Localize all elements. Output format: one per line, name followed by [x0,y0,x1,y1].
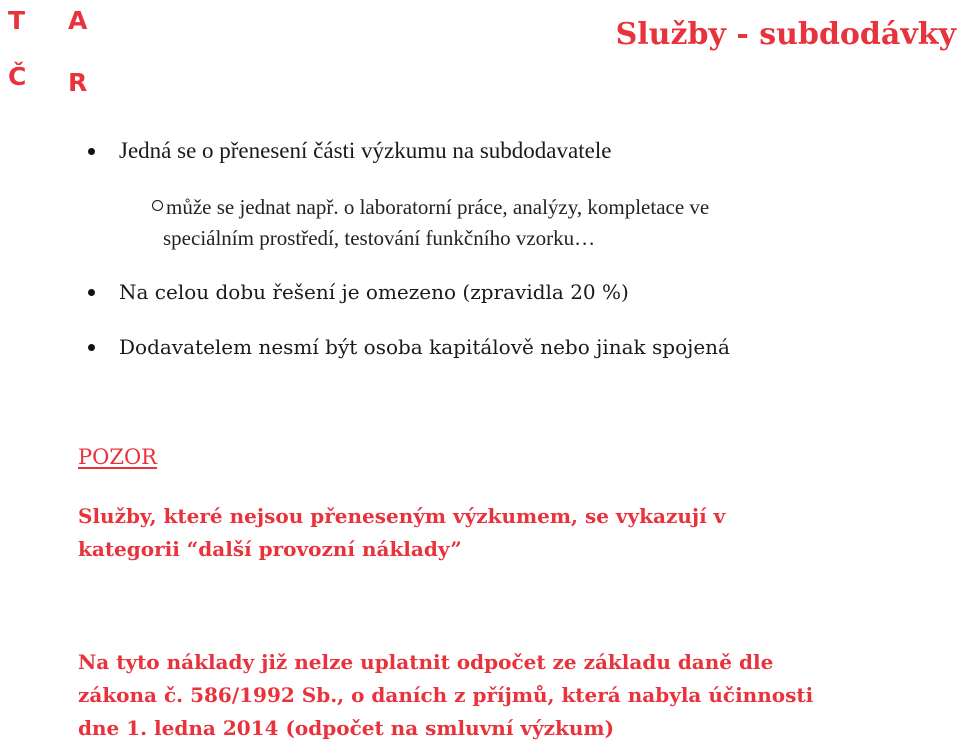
bullet-text: Dodavatelem nesmí být osoba kapitálově nebo jinak spojená [119,335,730,359]
bullet-dot-icon [88,148,95,155]
slide-title: Služby - subdodávky [615,17,956,52]
tacr-logo [8,4,98,97]
bullet-dot-icon [88,344,95,351]
tax-note [78,646,958,745]
hollow-bullet-icon [152,200,163,211]
logo-letter-t: T [8,6,26,35]
sub-bullet-examples [152,192,912,254]
tax-note-line-2: zákona č. 586/1992 Sb., o daních z příjmů, která nabyla účinnosti [78,683,814,707]
bullet-dot-icon [88,289,95,296]
warning-line-2: kategorii “další provozní náklady” [78,537,462,561]
logo-letter-c: Č [8,62,27,91]
warning-text [78,500,938,566]
sub-bullet-line-2: speciálním prostředí, testování funkčního vzorku… [163,226,596,250]
tax-note-line-3: dne 1. ledna 2014 (odpočet na smluvní výzkum) [78,716,615,740]
sub-bullet-line-1: může se jednat např. o laboratorní práce, analýzy, kompletace ve [166,195,710,219]
bullet-text: Jedná se o přenesení části výzkumu na subdodavatele [119,138,612,163]
tax-note-line-1: Na tyto náklady již nelze uplatnit odpočet ze základu daně dle [78,650,774,674]
warning-heading: POZOR [78,445,157,469]
warning-line-1: Služby, které nejsou přeneseným výzkumem, se vykazují v [78,504,726,528]
bullet-text: Na celou dobu řešení je omezeno (zpravidla 20 %) [119,280,629,304]
logo-letter-a: A [68,6,88,35]
logo-letter-r: R [68,68,88,97]
